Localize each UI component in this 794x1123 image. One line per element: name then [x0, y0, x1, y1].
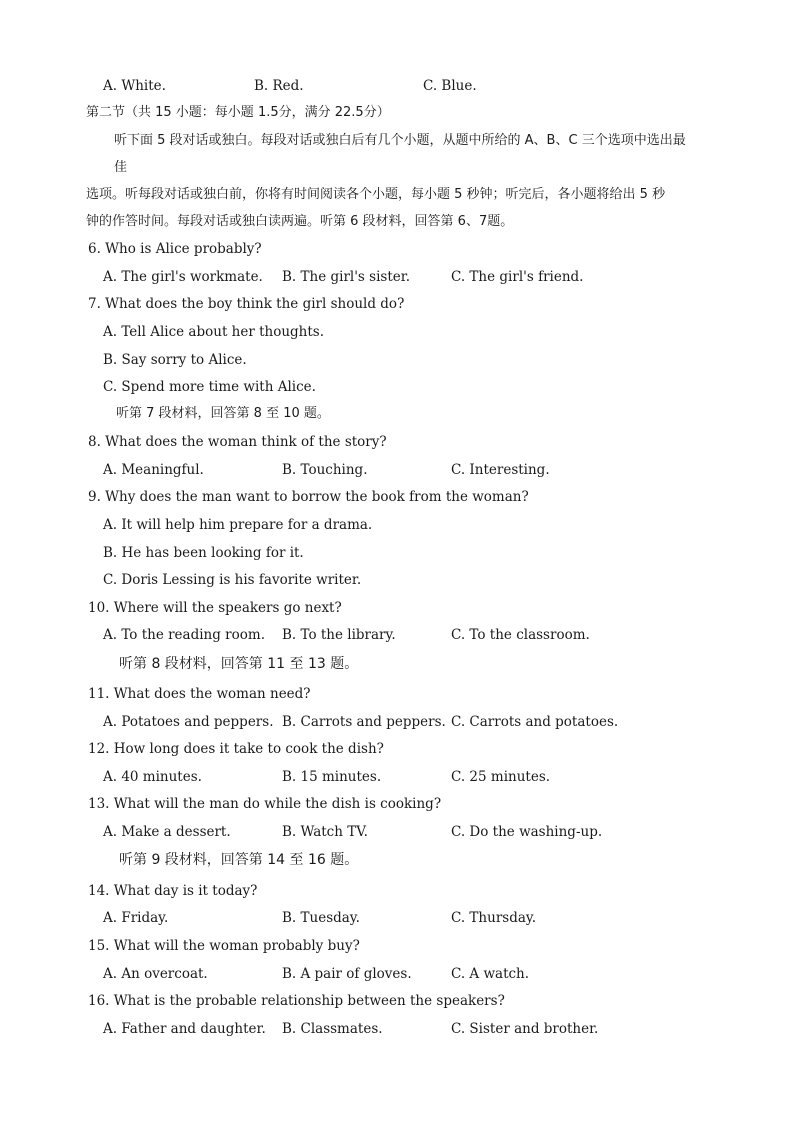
- q9-option-a: A. It will help him prepare for a drama.: [103, 517, 373, 533]
- q13-option-c: C. Do the washing-up.: [451, 824, 603, 840]
- question-13: 13. What will the man do while the dish is cooking?: [88, 796, 442, 812]
- segment-7-heading: 听第 7 段材料，回答第 8 至 10 题。: [116, 406, 330, 421]
- q6-option-b: B. The girl's sister.: [282, 269, 410, 285]
- q7-option-b: B. Say sorry to Alice.: [103, 352, 247, 368]
- q12-option-a: A. 40 minutes.: [103, 769, 202, 785]
- q11-option-a: A. Potatoes and peppers.: [103, 714, 274, 730]
- question-11: 11. What does the woman need?: [88, 686, 311, 702]
- q14-option-c: C. Thursday.: [451, 910, 537, 926]
- segment-9-heading: 听第 9 段材料，回答第 14 至 16 题。: [119, 852, 359, 868]
- q10-option-a: A. To the reading room.: [103, 627, 265, 643]
- q11-option-c: C. Carrots and potatoes.: [451, 714, 619, 730]
- q12-option-c: C. 25 minutes.: [451, 769, 551, 785]
- q12-option-b: B. 15 minutes.: [282, 769, 382, 785]
- q5-option-a: A. White.: [103, 78, 166, 94]
- section-header: 第二节（共 15 小题：每小题 1.5分，满分 22.5分）: [86, 105, 390, 120]
- q11-option-b: B. Carrots and peppers.: [282, 714, 446, 730]
- q13-option-b: B. Watch TV.: [282, 824, 368, 840]
- q8-option-b: B. Touching.: [282, 462, 368, 478]
- instructions-line-3: 选项。听每段对话或独白前，你将有时间阅读各个小题，每小题 5 秒钟；听完后，各小题将给出 5 秒: [86, 187, 666, 202]
- question-14: 14. What day is it today?: [88, 883, 258, 899]
- q16-option-b: B. Classmates.: [282, 1021, 383, 1037]
- q13-option-a: A. Make a dessert.: [103, 824, 231, 840]
- q6-option-c: C. The girl's friend.: [451, 269, 584, 285]
- q10-option-c: C. To the classroom.: [451, 627, 590, 643]
- q16-option-a: A. Father and daughter.: [103, 1021, 266, 1037]
- q15-option-b: B. A pair of gloves.: [282, 966, 412, 982]
- q16-option-c: C. Sister and brother.: [451, 1021, 599, 1037]
- question-6: 6. Who is Alice probably?: [88, 241, 262, 257]
- instructions-line-2: 佳: [114, 160, 128, 175]
- question-8: 8. What does the woman think of the story?: [88, 434, 387, 450]
- question-9: 9. Why does the man want to borrow the book from the woman?: [88, 489, 529, 505]
- question-16: 16. What is the probable relationship between the speakers?: [88, 993, 505, 1009]
- q7-option-c: C. Spend more time with Alice.: [103, 379, 316, 395]
- segment-8-heading: 听第 8 段材料，回答第 11 至 13 题。: [119, 656, 359, 672]
- q8-option-c: C. Interesting.: [451, 462, 550, 478]
- question-10: 10. Where will the speakers go next?: [88, 600, 342, 616]
- q5-option-b: B. Red.: [254, 78, 304, 94]
- q15-option-a: A. An overcoat.: [103, 966, 208, 982]
- q6-option-a: A. The girl's workmate.: [103, 269, 263, 285]
- instructions-line-4: 钟的作答时间。每段对话或独白读两遍。听第 6 段材料，回答第 6、7题。: [86, 214, 514, 229]
- q7-option-a: A. Tell Alice about her thoughts.: [103, 324, 325, 340]
- q15-option-c: C. A watch.: [451, 966, 530, 982]
- q8-option-a: A. Meaningful.: [103, 462, 204, 478]
- q10-option-b: B. To the library.: [282, 627, 396, 643]
- q14-option-b: B. Tuesday.: [282, 910, 360, 926]
- q9-option-b: B. He has been looking for it.: [103, 545, 304, 561]
- question-15: 15. What will the woman probably buy?: [88, 938, 360, 954]
- instructions-line-1: 听下面 5 段对话或独白。每段对话或独白后有几个小题，从题中所给的 A、B、C 三个选项中选出最: [114, 133, 686, 148]
- q14-option-a: A. Friday.: [103, 910, 169, 926]
- q9-option-c: C. Doris Lessing is his favorite writer.: [103, 572, 362, 588]
- question-7: 7. What does the boy think the girl should do?: [88, 296, 405, 312]
- question-12: 12. How long does it take to cook the dish?: [88, 741, 384, 757]
- q5-option-c: C. Blue.: [423, 78, 477, 94]
